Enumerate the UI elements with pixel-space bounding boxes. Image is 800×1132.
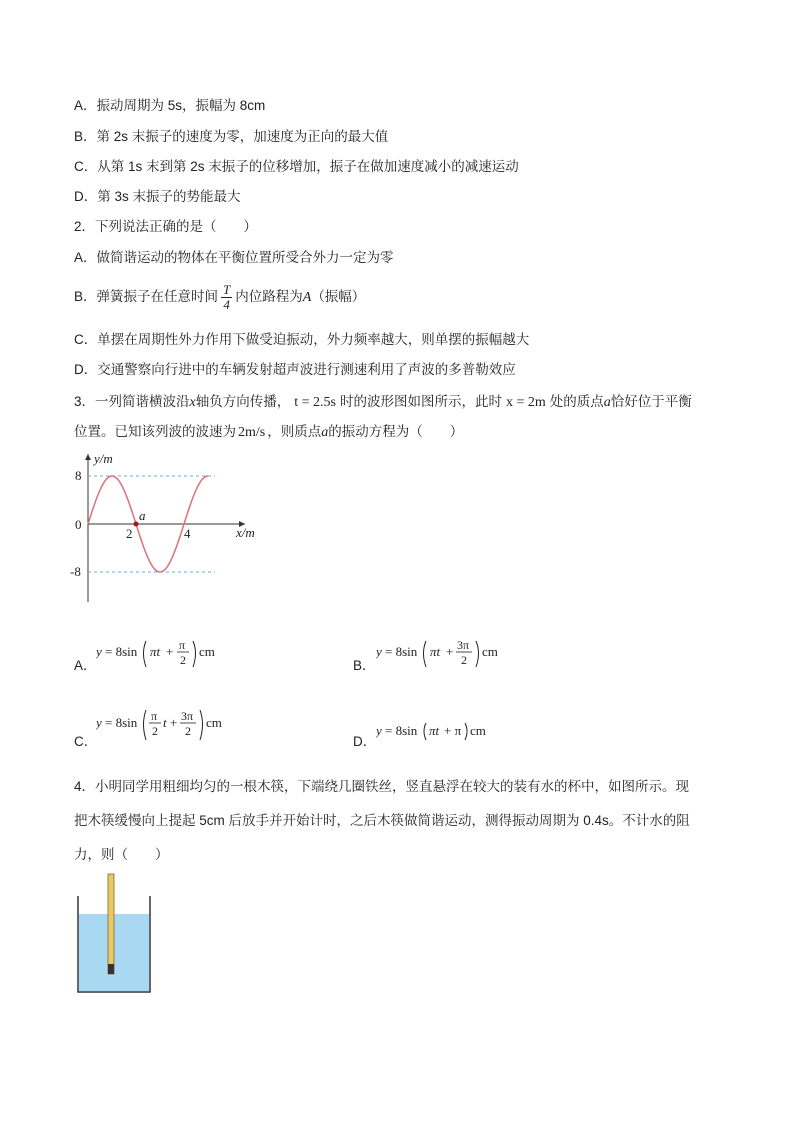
tick-label-minus-8: -8 (70, 564, 81, 579)
tick-label-8: 8 (75, 468, 82, 483)
q3-stem-line2 (74, 422, 463, 443)
svg-text:y: y (96, 715, 102, 730)
q3-stem-line1 (74, 392, 692, 413)
svg-text:= 8sin: = 8sin (105, 644, 138, 659)
q3-option-c-formula (96, 704, 246, 744)
svg-text:πt: πt (430, 644, 441, 659)
q2-option-d: D．交通警察向行进中的车辆发射超声波进行测速利用了声波的多普勒效应 (74, 362, 516, 377)
q2-stem: 2．下列说法正确的是（ ） (74, 219, 258, 234)
q4-stem-line2: 把木筷缓慢向上提起 5cm 后放手并开始计时，之后木筷做简谐运动，测得振动周期为 0.4s。不计水的阻 (74, 813, 690, 828)
q2-option-b-suffix: 内位路程为 (235, 289, 303, 304)
svg-text:π: π (179, 638, 186, 652)
svg-text:+: + (446, 644, 454, 659)
svg-text:πt: πt (150, 644, 161, 659)
svg-text:π: π (151, 709, 158, 723)
q4-stem-line3: 力，则（ ） (74, 847, 169, 862)
q3-text: 的振动方程为（ ） (328, 424, 464, 439)
fraction-t-over-4 (221, 283, 232, 312)
q2-option-c: C．单摆在周期性外力作用下做受迫振动，外力频率越大，则单摆的振幅越大 (74, 332, 530, 347)
tick-label-4: 4 (184, 526, 191, 541)
svg-text:t: t (163, 715, 167, 730)
amplitude-symbol: A (302, 290, 312, 305)
q3-text: ，则质点 (267, 424, 322, 439)
svg-text:2: 2 (180, 653, 186, 667)
tick-label-0: 0 (75, 517, 82, 532)
svg-text:2: 2 (461, 653, 467, 667)
q3-option-c-label: C． (74, 734, 98, 749)
iron-wire (108, 964, 114, 974)
fraction-denominator: 4 (223, 296, 230, 312)
svg-text:3π: 3π (181, 709, 194, 723)
y-axis-label: y/m (94, 451, 113, 466)
svg-text:cm: cm (206, 715, 222, 730)
q3-text: 时的波形图如图所示，此时 (339, 394, 502, 409)
cup-figure (70, 868, 160, 998)
tick-label-2: 2 (126, 526, 133, 541)
point-a-label: a (139, 508, 146, 523)
q3-text: 3．一列简谐横波沿 (74, 394, 190, 409)
q4-stem-line1: 4．小明同学用粗细均匀的一根木筷，下端绕几圈铁丝，竖直悬浮在较大的装有水的杯中，如图所示。现 (74, 779, 690, 794)
svg-text:+ π: + π (444, 723, 462, 738)
svg-text:πt: πt (429, 723, 440, 738)
svg-text:= 8sin: = 8sin (385, 644, 418, 659)
q3-wave-speed: 2m/s (238, 425, 266, 440)
q1-option-a: A．振动周期为 5s，振幅为 8cm (74, 98, 266, 113)
svg-text:y: y (376, 644, 382, 659)
q3-text: 恰好位于平衡 (610, 394, 692, 409)
wave-graph (60, 448, 270, 608)
svg-text:+: + (170, 715, 178, 730)
q1-option-c: C．从第 1s 末到第 2s 末振子的位移增加，振子在做加速度减小的减速运动 (74, 159, 519, 174)
q3-var-x: x (189, 395, 196, 410)
q3-option-d-formula (376, 716, 516, 746)
q3-text: 处的质点 (549, 394, 604, 409)
fraction-numerator: T (223, 281, 231, 297)
q3-text: 位置。已知该列波的波速为 (74, 424, 236, 439)
q3-option-a-formula (96, 633, 236, 673)
q1-option-d: D．第 3s 末振子的势能最大 (74, 189, 241, 204)
svg-text:y: y (96, 644, 102, 659)
q1-option-b: B．第 2s 末振子的速度为零，加速度为正向的最大值 (74, 129, 389, 144)
svg-text:= 8sin: = 8sin (385, 723, 418, 738)
svg-text:cm: cm (482, 644, 498, 659)
q3-option-b-label: B． (353, 658, 376, 673)
x-axis-label: x/m (236, 525, 255, 540)
q3-point-a: a (603, 395, 611, 410)
q2-option-b-prefix: B．弹簧振子在任意时间 (74, 289, 219, 304)
q3-time: t = 2.5s (294, 395, 336, 410)
q3-text: 轴负方向传播， (195, 394, 291, 409)
svg-text:2: 2 (152, 724, 158, 738)
svg-text:2: 2 (185, 724, 191, 738)
q2-option-b-suffix-2: （振幅） (311, 289, 366, 304)
q3-point-a: a (321, 425, 329, 440)
point-a-marker (134, 522, 139, 527)
chopstick (108, 874, 114, 974)
svg-text:+: + (166, 644, 174, 659)
svg-text:y: y (376, 723, 382, 738)
svg-text:cm: cm (470, 723, 486, 738)
svg-text:3π: 3π (457, 638, 470, 652)
q2-option-a: A．做简谐运动的物体在平衡位置所受合外力一定为零 (74, 250, 394, 265)
q3-option-b-formula (376, 633, 516, 673)
svg-text:cm: cm (199, 644, 215, 659)
svg-text:= 8sin: = 8sin (105, 715, 138, 730)
q3-position: x = 2m (505, 395, 546, 410)
q3-option-d-label: D． (353, 734, 377, 749)
q3-option-a-label: A． (74, 658, 97, 673)
q2-option-b (74, 280, 365, 315)
